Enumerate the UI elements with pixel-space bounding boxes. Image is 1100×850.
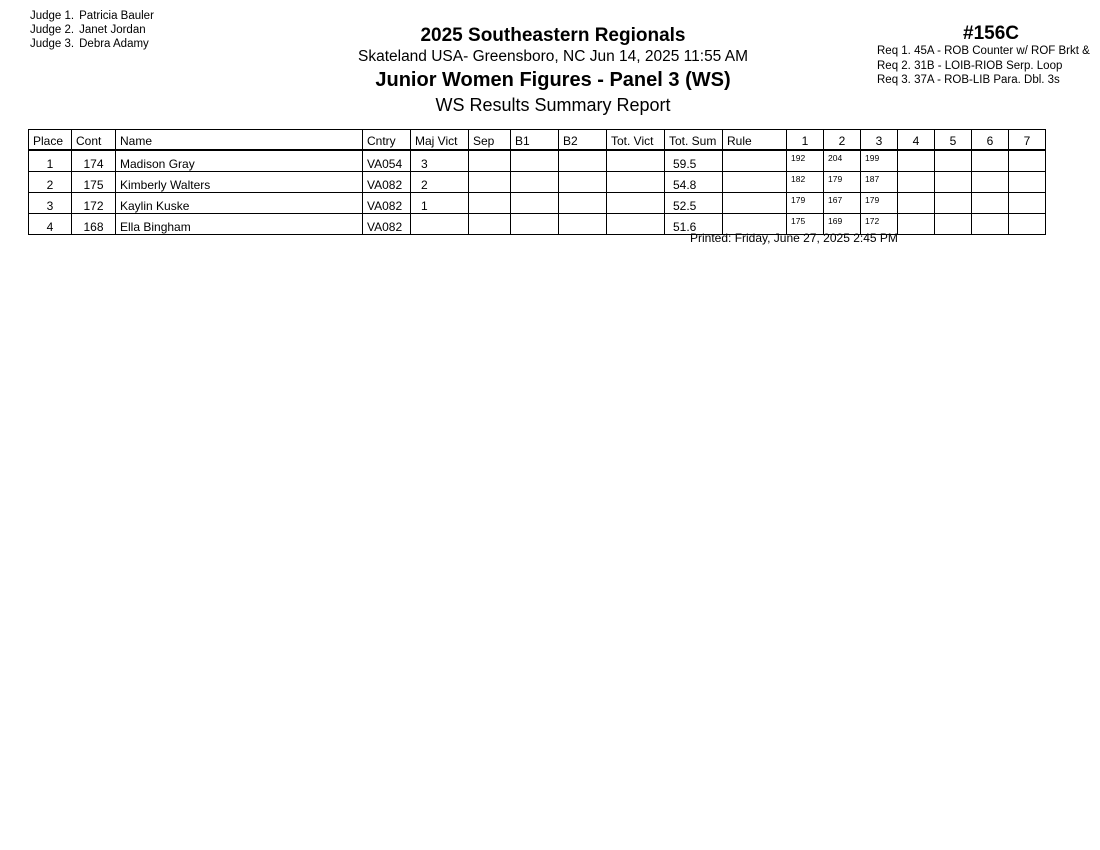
judge-score-cell: 204 bbox=[824, 150, 861, 172]
col-header-judge-7: 7 bbox=[1009, 130, 1046, 151]
col-header-name: Name bbox=[116, 130, 363, 151]
place-cell: 3 bbox=[29, 193, 72, 214]
judge-score-cell bbox=[935, 193, 972, 214]
judge-score-cell: 179 bbox=[861, 193, 898, 214]
col-header-judge-5: 5 bbox=[935, 130, 972, 151]
printed-timestamp: Printed: Friday, June 27, 2025 2:45 PM bbox=[690, 231, 898, 245]
col-header-place: Place bbox=[29, 130, 72, 151]
cont-cell: 174 bbox=[72, 150, 116, 172]
cont-cell: 168 bbox=[72, 214, 116, 235]
place-cell: 2 bbox=[29, 172, 72, 193]
judge-score-cell: 167 bbox=[824, 193, 861, 214]
judge-score-cell: 179 bbox=[824, 172, 861, 193]
event-id: #156C bbox=[963, 23, 1019, 44]
event-title: Junior Women Figures - Panel 3 (WS) bbox=[375, 69, 731, 91]
judge-label: Judge 1. bbox=[30, 10, 75, 22]
maj-vict-cell: 2 bbox=[411, 172, 469, 193]
rule-cell bbox=[723, 150, 787, 172]
col-header-cntry: Cntry bbox=[363, 130, 411, 151]
judge-score-cell bbox=[898, 172, 935, 193]
col-header-sep: Sep bbox=[469, 130, 511, 151]
judge-score-cell: 182 bbox=[787, 172, 824, 193]
venue-date: Skateland USA- Greensboro, NC Jun 14, 2025 11:55 AM bbox=[357, 48, 749, 65]
place-cell: 1 bbox=[29, 150, 72, 172]
judge-score-cell bbox=[972, 214, 1009, 235]
cntry-cell: VA054 bbox=[363, 150, 411, 172]
name-cell: Kimberly Walters bbox=[116, 172, 363, 193]
b1-cell bbox=[511, 214, 559, 235]
judge-score-cell: 175 bbox=[787, 214, 824, 235]
judge-score-cell bbox=[1009, 214, 1046, 235]
tot-sum-cell: 59.5 bbox=[665, 150, 723, 172]
maj-vict-cell: 1 bbox=[411, 193, 469, 214]
judge-score-cell: 179 bbox=[787, 193, 824, 214]
col-header-judge-3: 3 bbox=[861, 130, 898, 151]
tot-vict-cell bbox=[607, 193, 665, 214]
b1-cell bbox=[511, 150, 559, 172]
judge-score-cell bbox=[972, 193, 1009, 214]
name-cell: Madison Gray bbox=[116, 150, 363, 172]
col-header-judge-4: 4 bbox=[898, 130, 935, 151]
b1-cell bbox=[511, 172, 559, 193]
b2-cell bbox=[559, 172, 607, 193]
report-header bbox=[298, 24, 808, 117]
judge-label: Judge 2. bbox=[30, 24, 75, 36]
b2-cell bbox=[559, 150, 607, 172]
judge-row bbox=[30, 37, 154, 51]
tot-sum-cell: 54.8 bbox=[665, 172, 723, 193]
judge-score-cell bbox=[935, 150, 972, 172]
judges-list bbox=[30, 9, 154, 51]
table-row bbox=[29, 172, 1046, 193]
cont-cell: 175 bbox=[72, 172, 116, 193]
requirements-list bbox=[877, 44, 1090, 88]
judge-label: Judge 3. bbox=[30, 38, 75, 50]
b2-cell bbox=[559, 214, 607, 235]
requirement-item: Req 1. 45A - ROB Counter w/ ROF Brkt & bbox=[877, 45, 1090, 57]
tot-sum-cell: 52.5 bbox=[665, 193, 723, 214]
judge-score-cell bbox=[898, 193, 935, 214]
name-cell: Ella Bingham bbox=[116, 214, 363, 235]
col-header-b2: B2 bbox=[559, 130, 607, 151]
judge-score-cell bbox=[898, 214, 935, 235]
rule-cell bbox=[723, 172, 787, 193]
cntry-cell: VA082 bbox=[363, 172, 411, 193]
judge-name: Debra Adamy bbox=[79, 38, 149, 50]
tot-sum-cell: 51.6 bbox=[665, 214, 723, 235]
table-row bbox=[29, 150, 1046, 172]
cntry-cell: VA082 bbox=[363, 214, 411, 235]
judge-score-cell bbox=[1009, 193, 1046, 214]
results-table bbox=[28, 129, 1046, 235]
col-header-maj-vict: Maj Vict bbox=[411, 130, 469, 151]
col-header-b1: B1 bbox=[511, 130, 559, 151]
tot-vict-cell bbox=[607, 172, 665, 193]
judge-name: Janet Jordan bbox=[79, 24, 146, 36]
table-header-row bbox=[29, 130, 1046, 151]
rule-cell bbox=[723, 193, 787, 214]
b2-cell bbox=[559, 193, 607, 214]
place-cell: 4 bbox=[29, 214, 72, 235]
judge-score-cell bbox=[1009, 172, 1046, 193]
judge-score-cell: 192 bbox=[787, 150, 824, 172]
judge-score-cell bbox=[898, 150, 935, 172]
judge-score-cell bbox=[935, 214, 972, 235]
judge-row bbox=[30, 9, 154, 23]
col-header-judge-1: 1 bbox=[787, 130, 824, 151]
judge-score-cell bbox=[935, 172, 972, 193]
report-title: WS Results Summary Report bbox=[435, 95, 671, 115]
cntry-cell: VA082 bbox=[363, 193, 411, 214]
maj-vict-cell bbox=[411, 214, 469, 235]
judge-score-cell bbox=[1009, 150, 1046, 172]
judge-score-cell: 169 bbox=[824, 214, 861, 235]
cont-cell: 172 bbox=[72, 193, 116, 214]
col-header-tot-sum: Tot. Sum bbox=[665, 130, 723, 151]
judge-score-cell bbox=[972, 172, 1009, 193]
col-header-tot-vict: Tot. Vict bbox=[607, 130, 665, 151]
sep-cell bbox=[469, 172, 511, 193]
competition-title: 2025 Southeastern Regionals bbox=[420, 25, 686, 46]
requirement-item: Req 3. 37A - ROB-LIB Para. Dbl. 3s bbox=[877, 74, 1060, 86]
col-header-judge-2: 2 bbox=[824, 130, 861, 151]
b1-cell bbox=[511, 193, 559, 214]
judge-score-cell: 187 bbox=[861, 172, 898, 193]
judge-score-cell: 172 bbox=[861, 214, 898, 235]
col-header-rule: Rule bbox=[723, 130, 787, 151]
maj-vict-cell: 3 bbox=[411, 150, 469, 172]
col-header-judge-6: 6 bbox=[972, 130, 1009, 151]
tot-vict-cell bbox=[607, 150, 665, 172]
sep-cell bbox=[469, 214, 511, 235]
requirement-item: Req 2. 31B - LOIB-RIOB Serp. Loop bbox=[877, 59, 1063, 72]
name-cell: Kaylin Kuske bbox=[116, 193, 363, 214]
col-header-cont: Cont bbox=[72, 130, 116, 151]
sep-cell bbox=[469, 150, 511, 172]
judge-name: Patricia Bauler bbox=[79, 10, 154, 22]
judge-score-cell bbox=[972, 150, 1009, 172]
judge-row bbox=[30, 23, 154, 37]
judge-score-cell: 199 bbox=[861, 150, 898, 172]
tot-vict-cell bbox=[607, 214, 665, 235]
sep-cell bbox=[469, 193, 511, 214]
table-row bbox=[29, 193, 1046, 214]
